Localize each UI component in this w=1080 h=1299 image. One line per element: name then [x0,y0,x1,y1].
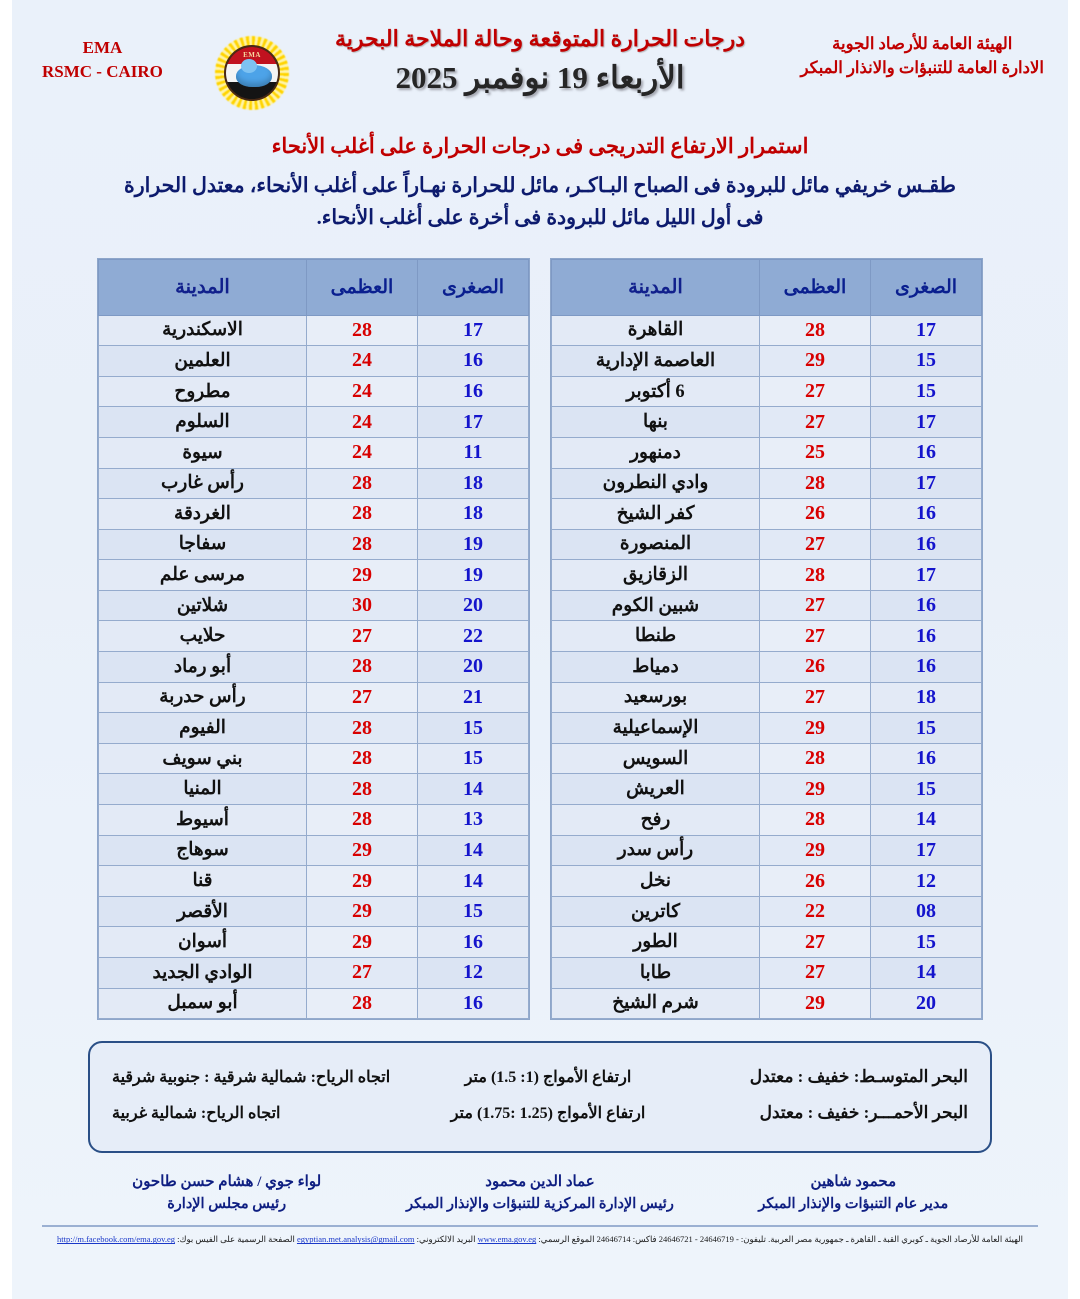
cell-min-temp: 15 [871,346,982,377]
table-row [552,499,982,530]
signature-entry [697,1171,1010,1215]
cell-max-temp: 28 [307,743,418,774]
forecast-summary-line1: طقـس خريفي مائل للبرودة فى الصباح البـاكـر، مائل للحرارة نهـاراً على أغلب الأنحاء، معتدل الحرارة [124,175,956,197]
footer-site-label: الموقع الرسمي: [538,1234,595,1245]
marine-row [112,1095,968,1131]
cell-min-temp: 15 [871,774,982,805]
ema-rsmc-label [42,36,163,84]
footer-address: الهيئة العامة للأرصاد الجوية ـ كوبري القبة ـ القاهرة ـ جمهورية مصر العربية. [768,1234,1023,1245]
rsmc-cairo-label: RSMC - CAIRO [42,61,163,81]
table-header-row [99,259,529,315]
cell-city-name: بورسعيد [552,682,760,713]
table-row [552,346,982,377]
cell-max-temp: 28 [760,560,871,591]
cell-max-temp: 26 [760,499,871,530]
table-row [99,805,529,836]
cell-city-name: الأقصر [99,896,307,927]
table-row [552,805,982,836]
footer-divider [42,1225,1038,1227]
signature-name: لواء جوي / هشام حسن طاحون [132,1174,322,1191]
cell-min-temp: 15 [418,743,529,774]
footer-fax-number: 24646714 [596,1234,631,1245]
marine-wind-direction: اتجاه الرياح: شمالية شرقية : جنوبية شرقية [112,1069,391,1087]
cell-city-name: رأس سدر [552,835,760,866]
signature-entry [383,1171,696,1215]
table-row [552,835,982,866]
cell-max-temp: 28 [760,468,871,499]
cell-min-temp: 13 [418,805,529,836]
column-header-max: العظمى [760,259,871,315]
cell-max-temp: 27 [760,682,871,713]
signature-block [70,1171,1010,1215]
cell-max-temp: 24 [307,376,418,407]
cell-city-name: الوادي الجديد [99,958,307,989]
cell-city-name: رأس حدربة [99,682,307,713]
cell-city-name: حلايب [99,621,307,652]
table-row [99,437,529,468]
cell-city-name: مرسى علم [99,560,307,591]
cell-city-name: 6 أكتوبر [552,376,760,407]
cell-city-name: شرم الشيخ [552,988,760,1019]
table-row [99,927,529,958]
footer-facebook-link[interactable]: http://m.facebook.com/ema.gov.eg [57,1234,175,1245]
footer-contact-line [0,1234,1080,1245]
cell-max-temp: 28 [760,805,871,836]
cell-city-name: الغردقة [99,499,307,530]
cell-min-temp: 20 [418,590,529,621]
cell-max-temp: 26 [760,652,871,683]
marine-sea-name: البحر المتوسـط: [849,1067,968,1087]
table-row [99,407,529,438]
table-row [99,621,529,652]
cell-city-name: كفر الشيخ [552,499,760,530]
cell-max-temp: 24 [307,437,418,468]
cell-city-name: بني سويف [99,743,307,774]
cell-min-temp: 16 [871,499,982,530]
table-row [99,529,529,560]
marine-sea-condition: خفيف : معتدل [759,1103,860,1123]
cell-min-temp: 15 [871,927,982,958]
cell-min-temp: 15 [871,376,982,407]
cell-max-temp: 28 [760,743,871,774]
table-body-left [99,315,529,1019]
logo-text: EMA [243,51,261,59]
table-row [552,927,982,958]
cell-max-temp: 29 [307,560,418,591]
cell-city-name: قنا [99,866,307,897]
cell-city-name: المنيا [99,774,307,805]
table-row [552,621,982,652]
marine-sea-name: البحر الأحمـــر: [859,1103,968,1123]
bulletin-date: الأربعاء 19 نوفمبر 2025 [395,60,685,95]
cell-min-temp: 16 [871,437,982,468]
cell-city-name: أبو رماد [99,652,307,683]
marine-sea-condition: خفيف : معتدل [749,1067,850,1087]
footer-website-link[interactable]: www.ema.gov.eg [477,1234,537,1245]
table-row [552,682,982,713]
cell-min-temp: 15 [871,713,982,744]
table-row [99,590,529,621]
marine-conditions-section [0,1041,1080,1153]
cell-city-name: العاصمة الإدارية [552,346,760,377]
table-row [552,958,982,989]
cell-min-temp: 20 [418,652,529,683]
marine-conditions-box [88,1041,992,1153]
table-row [552,529,982,560]
cell-city-name: الزقازيق [552,560,760,591]
cell-min-temp: 16 [418,376,529,407]
signature-role: رئيس مجلس الإدارة [167,1195,287,1212]
signature-name: محمود شاهين [810,1174,897,1191]
cell-max-temp: 22 [760,896,871,927]
cell-max-temp: 27 [307,621,418,652]
marine-wave-height: ارتفاع الأمواج (1.25 :1.75) متر [450,1105,646,1123]
cell-max-temp: 27 [760,927,871,958]
cell-max-temp: 28 [307,805,418,836]
cell-city-name: بنها [552,407,760,438]
cell-max-temp: 27 [760,376,871,407]
table-header-row [552,259,982,315]
cell-max-temp: 28 [307,988,418,1019]
cell-min-temp: 20 [871,988,982,1019]
cell-max-temp: 29 [307,896,418,927]
cell-max-temp: 29 [307,866,418,897]
cell-city-name: رأس غارب [99,468,307,499]
cell-max-temp: 25 [760,437,871,468]
cell-max-temp: 28 [307,713,418,744]
cell-max-temp: 27 [760,621,871,652]
table-row [552,743,982,774]
table-row [552,713,982,744]
cell-city-name: طنطا [552,621,760,652]
table-row [99,560,529,591]
cell-max-temp: 28 [307,499,418,530]
cell-city-name: رفح [552,805,760,836]
cell-min-temp: 15 [418,896,529,927]
footer-fax-label: فاكس: [632,1234,657,1245]
table-row [99,743,529,774]
footer-email-label: البريد الالكتروني: [416,1234,476,1245]
cell-max-temp: 27 [307,682,418,713]
cell-min-temp: 16 [871,529,982,560]
cell-max-temp: 29 [307,927,418,958]
cell-min-temp: 17 [871,560,982,591]
table-row [99,774,529,805]
cell-min-temp: 15 [418,713,529,744]
cell-city-name: مطروح [99,376,307,407]
signature-role: مدير عام التنبؤات والإنذار المبكر [758,1195,949,1212]
forecast-summary-line2: فى أول الليل مائل للبرودة فى أخرة على أغلب الأنحاء. [316,206,764,229]
cell-max-temp: 24 [307,407,418,438]
cell-city-name: الطور [552,927,760,958]
cell-min-temp: 16 [871,621,982,652]
cell-min-temp: 14 [871,958,982,989]
cell-max-temp: 27 [760,958,871,989]
footer-facebook-label: الصفحة الرسمية على الفيس بوك: [177,1234,295,1245]
cell-city-name: الاسكندرية [99,315,307,346]
page-right-margin [1068,0,1080,1299]
cell-city-name: سفاجا [99,529,307,560]
footer-phone-label: تليفون: - [735,1234,766,1245]
bulletin-title: درجات الحرارة المتوقعة وحالة الملاحة البحرية [334,26,745,51]
cell-min-temp: 16 [871,590,982,621]
cell-min-temp: 16 [418,988,529,1019]
cell-min-temp: 14 [871,805,982,836]
cell-min-temp: 12 [871,866,982,897]
cell-min-temp: 14 [418,835,529,866]
column-header-min: الصغرى [418,259,529,315]
table-row [99,896,529,927]
cell-city-name: كاترين [552,896,760,927]
marine-wave-height: ارتفاع الأمواج (1: 1.5) متر [464,1069,632,1087]
column-header-min: الصغرى [871,259,982,315]
cell-max-temp: 24 [307,346,418,377]
cell-city-name: أسوان [99,927,307,958]
marine-sea-state [698,1103,968,1123]
table-row [552,468,982,499]
marine-sea-state [698,1067,968,1087]
cell-city-name: سيوة [99,437,307,468]
agency-name-line1: الهيئة العامة للأرصاد الجوية [832,34,1013,53]
cell-min-temp: 18 [418,468,529,499]
cell-min-temp: 19 [418,560,529,591]
table-row [552,988,982,1019]
cell-city-name: دمياط [552,652,760,683]
cell-city-name: الإسماعيلية [552,713,760,744]
cell-min-temp: 17 [871,315,982,346]
cell-min-temp: 16 [418,346,529,377]
cell-city-name: دمنهور [552,437,760,468]
cell-min-temp: 17 [871,468,982,499]
cell-min-temp: 11 [418,437,529,468]
cell-max-temp: 27 [760,529,871,560]
signature-name: عماد الدين محمود [485,1174,595,1191]
table-row [99,468,529,499]
table-row [99,958,529,989]
marine-row [112,1059,968,1095]
cell-max-temp: 29 [760,988,871,1019]
cell-city-name: المنصورة [552,529,760,560]
cell-city-name: وادي النطرون [552,468,760,499]
table-row [99,835,529,866]
cell-min-temp: 21 [418,682,529,713]
footer-email-link[interactable]: egyptian.met.analysis@gmail.com [296,1234,415,1245]
cell-min-temp: 22 [418,621,529,652]
column-header-city: المدينة [99,259,307,315]
table-row [552,407,982,438]
cell-city-name: سوهاج [99,835,307,866]
cell-max-temp: 30 [307,590,418,621]
table-row [552,376,982,407]
cell-max-temp: 28 [760,315,871,346]
cell-max-temp: 27 [307,958,418,989]
cell-max-temp: 28 [307,652,418,683]
cell-min-temp: 14 [418,866,529,897]
cell-min-temp: 08 [871,896,982,927]
table-row [552,560,982,591]
cell-city-name: العريش [552,774,760,805]
cell-max-temp: 28 [307,774,418,805]
temperature-table-right [551,259,982,1020]
cell-city-name: السويس [552,743,760,774]
cloud-icon [236,65,272,87]
cell-city-name: نخل [552,866,760,897]
cell-min-temp: 16 [871,743,982,774]
cell-city-name: شلاتين [99,590,307,621]
table-row [99,499,529,530]
table-row [99,713,529,744]
table-row [552,774,982,805]
signature-role: رئيس الإدارة المركزية للتنبؤات والإنذار المبكر [406,1195,674,1212]
cell-max-temp: 26 [760,866,871,897]
table-row [99,315,529,346]
table-row [552,866,982,897]
cell-city-name: العلمين [99,346,307,377]
column-header-max: العظمى [307,259,418,315]
marine-wind-direction: اتجاه الرياح: شمالية غربية [112,1105,281,1123]
ema-label: EMA [82,38,123,57]
cell-min-temp: 17 [418,315,529,346]
cell-min-temp: 17 [871,835,982,866]
cell-min-temp: 12 [418,958,529,989]
table-row [99,346,529,377]
cell-max-temp: 27 [760,590,871,621]
cell-city-name: الفيوم [99,713,307,744]
temperature-tables [0,259,1080,1020]
cell-min-temp: 16 [418,927,529,958]
forecast-subtitle: استمرار الارتفاع التدريجى فى درجات الحرارة على أغلب الأنحاء [271,134,809,158]
logo-disc [224,45,280,101]
cell-max-temp: 29 [760,346,871,377]
table-row [99,376,529,407]
cell-min-temp: 19 [418,529,529,560]
ema-logo-icon [215,36,289,110]
cell-city-name: القاهرة [552,315,760,346]
cell-max-temp: 29 [760,774,871,805]
column-header-city: المدينة [552,259,760,315]
temperature-table-left [98,259,529,1020]
cell-min-temp: 17 [418,407,529,438]
cell-max-temp: 28 [307,315,418,346]
signature-entry [70,1171,383,1215]
cell-max-temp: 29 [760,835,871,866]
table-body-right [552,315,982,1019]
cell-min-temp: 18 [418,499,529,530]
cell-max-temp: 28 [307,529,418,560]
page-left-margin [0,0,12,1299]
table-row [552,590,982,621]
cell-max-temp: 29 [307,835,418,866]
page-header [0,0,1080,128]
cell-min-temp: 14 [418,774,529,805]
table-row [552,896,982,927]
forecast-summary [52,171,1028,235]
agency-name-line2: الادارة العامة للتنبؤات والانذار المبكر [800,57,1044,77]
table-row [552,315,982,346]
table-row [552,437,982,468]
cell-max-temp: 28 [307,468,418,499]
cell-city-name: أسيوط [99,805,307,836]
cell-max-temp: 27 [760,407,871,438]
footer-phone-numbers: 24646719 - 24646721 [658,1234,734,1245]
table-row [99,682,529,713]
table-row [99,988,529,1019]
cell-min-temp: 16 [871,652,982,683]
cell-max-temp: 29 [760,713,871,744]
cell-min-temp: 17 [871,407,982,438]
cell-min-temp: 18 [871,682,982,713]
cell-city-name: طابا [552,958,760,989]
cell-city-name: السلوم [99,407,307,438]
agency-name [800,32,1044,80]
table-row [99,866,529,897]
cell-city-name: أبو سمبل [99,988,307,1019]
table-row [99,652,529,683]
cell-city-name: شبين الكوم [552,590,760,621]
table-row [552,652,982,683]
